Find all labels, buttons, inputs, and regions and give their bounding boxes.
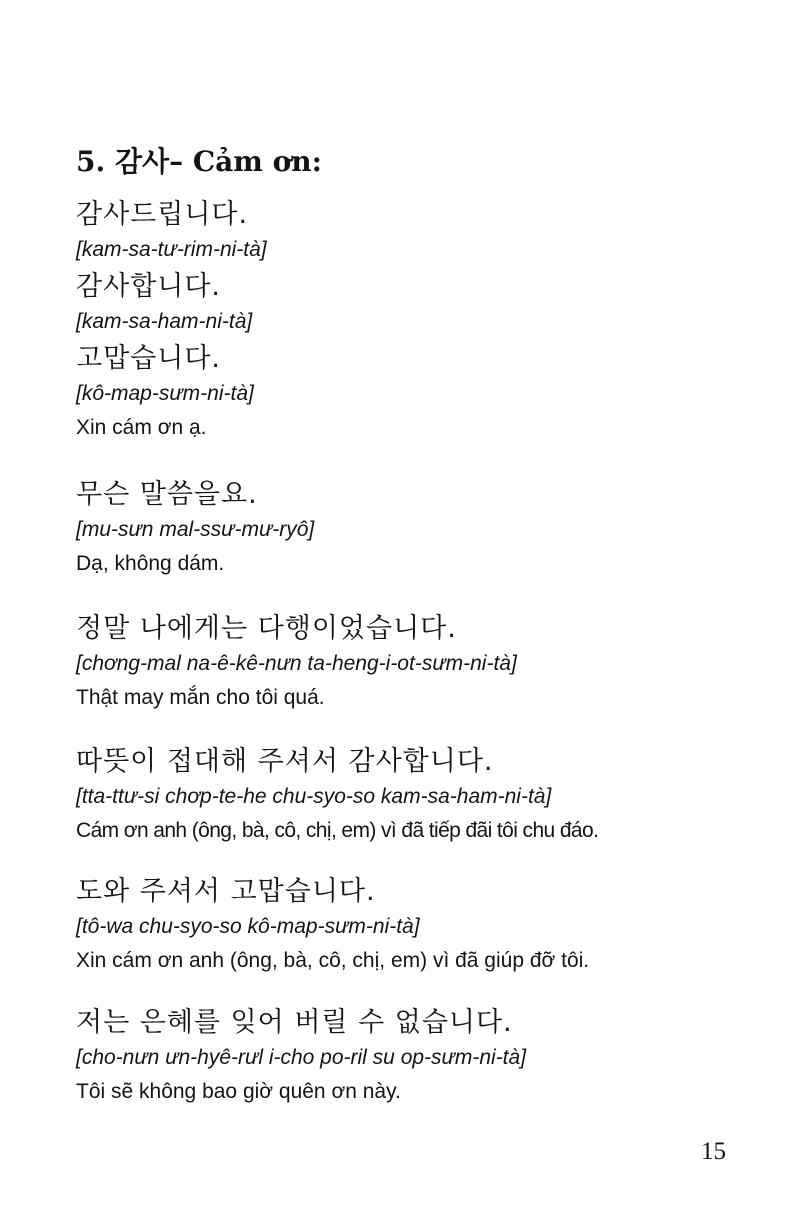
korean-phrase: 고맙습니다. — [76, 343, 221, 374]
romanization: [cho-nưn ưn-hyê-rưl i-cho po-ril su op-sưm-ni-tà] — [76, 1046, 527, 1069]
phrase-group-hospitality — [76, 745, 756, 845]
korean-phrase: 도와 주셔서 고맙습니다. — [76, 876, 376, 907]
romanization: [kam-sa-tư-rim-ni-tà] — [76, 238, 267, 261]
romanization: [tta-ttư-si chơp-te-he chu-syo-so kam-sa-ham-ni-tà] — [76, 785, 552, 808]
korean-phrase: 따뜻이 접대해 주셔서 감사합니다. — [76, 746, 494, 777]
phrase-group-lucky — [76, 612, 756, 712]
romanization: [kam-sa-ham-ni-tà] — [76, 310, 253, 333]
romanization: [tô-wa chu-syo-so kô-map-sưm-ni-tà] — [76, 915, 420, 938]
phrase-group-gratitude — [76, 1006, 756, 1106]
romanization: [mu-sưn mal-ssư-mư-ryô] — [76, 518, 315, 541]
vietnamese-translation: Xin cám ơn anh (ông, bà, cô, chị, em) vì đã giúp đỡ tôi. — [76, 949, 590, 972]
vietnamese-translation: Xin cám ơn ạ. — [76, 416, 207, 439]
korean-phrase: 감사드립니다. — [76, 199, 249, 230]
section-heading: 5. 감사– Cảm ơn: — [76, 145, 322, 178]
phrase-group-help — [76, 875, 756, 975]
korean-phrase: 정말 나에게는 다행이었습니다. — [76, 613, 457, 644]
vietnamese-translation: Thật may mắn cho tôi quá. — [76, 686, 325, 709]
romanization: [kô-map-sưm-ni-tà] — [76, 382, 254, 405]
phrase-group-not-at-all — [76, 478, 756, 578]
phrase-group-thanks — [76, 198, 756, 442]
vietnamese-translation: Dạ, không dám. — [76, 552, 225, 575]
page-number: 15 — [701, 1138, 726, 1165]
korean-phrase: 감사합니다. — [76, 271, 221, 302]
vietnamese-translation: Cám ơn anh (ông, bà, cô, chị, em) vì đã tiếp đãi tôi chu đáo. — [76, 819, 599, 842]
vietnamese-translation: Tôi sẽ không bao giờ quên ơn này. — [76, 1080, 401, 1103]
romanization: [chơng-mal na-ê-kê-nưn ta-heng-i-ot-sưm-ni-tà] — [76, 652, 517, 675]
korean-phrase: 무슨 말씀을요. — [76, 479, 258, 510]
korean-phrase: 저는 은혜를 잊어 버릴 수 없습니다. — [76, 1007, 513, 1038]
